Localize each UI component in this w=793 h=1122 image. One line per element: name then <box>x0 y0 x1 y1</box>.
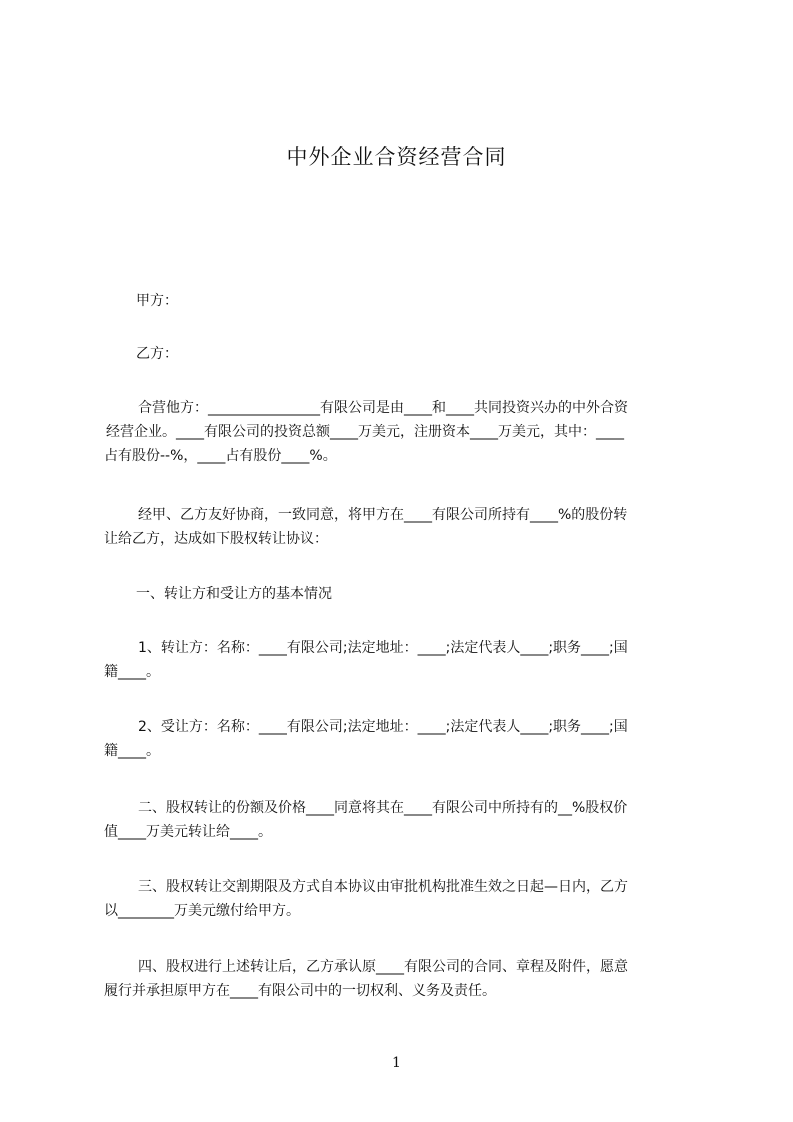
party-a-label <box>136 289 740 313</box>
transferor-paragraph <box>104 636 708 684</box>
party-b-text: 乙方： <box>136 346 178 362</box>
section-4-line-1: 四、股权进行上述转让后，乙方承认原____有限公司的合同、章程及附件，愿意 <box>138 959 628 975</box>
agreement-line-1: 经甲、乙方友好协商，一致同意，将甲方在____有限公司所持有____%的股份转 <box>138 507 628 523</box>
transferee-line-1: 2、受让方：名称：____有限公司;法定地址：____;法定代表人____;职务____;国 <box>138 719 628 735</box>
transferor-line-2: 籍____。 <box>104 664 160 680</box>
section-2-line-2: 值____万美元转让给____。 <box>104 824 272 840</box>
agreement-paragraph <box>104 503 708 551</box>
document-title: 中外企业合资经营合同 <box>286 145 507 169</box>
intro-paragraph <box>104 396 708 468</box>
party-b-label <box>136 342 740 366</box>
intro-line-3: 占有股份--%，____占有股份____%。 <box>104 448 337 464</box>
section-3-line-2: 以________万美元缴付给甲方。 <box>104 903 300 919</box>
section-1-heading-text: 一、转让方和受让方的基本情况 <box>136 586 332 602</box>
section-3-paragraph <box>104 875 708 923</box>
intro-line-1: 合营他方：________________有限公司是由____和____共同投资兴办的中外合资 <box>138 400 628 416</box>
transferee-line-2: 籍____。 <box>104 743 160 759</box>
transferee-paragraph <box>104 715 708 763</box>
section-2-paragraph <box>104 796 708 844</box>
transferor-line-1: 1、转让方：名称：____有限公司;法定地址：____;法定代表人____;职务____;国 <box>138 640 628 656</box>
section-4-line-2: 履行并承担原甲方在____有限公司中的一切权利、义务及责任。 <box>104 983 496 999</box>
section-1-heading <box>136 582 740 606</box>
page-number: 1 <box>392 1055 401 1071</box>
section-3-line-1: 三、股权转让交割期限及方式自本协议由审批机构批准生效之日起—日内，乙方 <box>138 879 628 895</box>
section-2-line-1: 二、股权转让的份额及价格____同意将其在____有限公司中所持有的__%股权价 <box>138 800 628 816</box>
intro-line-2: 经营企业。____有限公司的投资总额____万美元，注册资本____万美元，其中：____ <box>106 424 624 440</box>
party-a-text: 甲方： <box>136 293 178 309</box>
agreement-line-2: 让给乙方，达成如下股权转让协议： <box>104 531 328 547</box>
section-4-paragraph <box>104 955 708 1003</box>
